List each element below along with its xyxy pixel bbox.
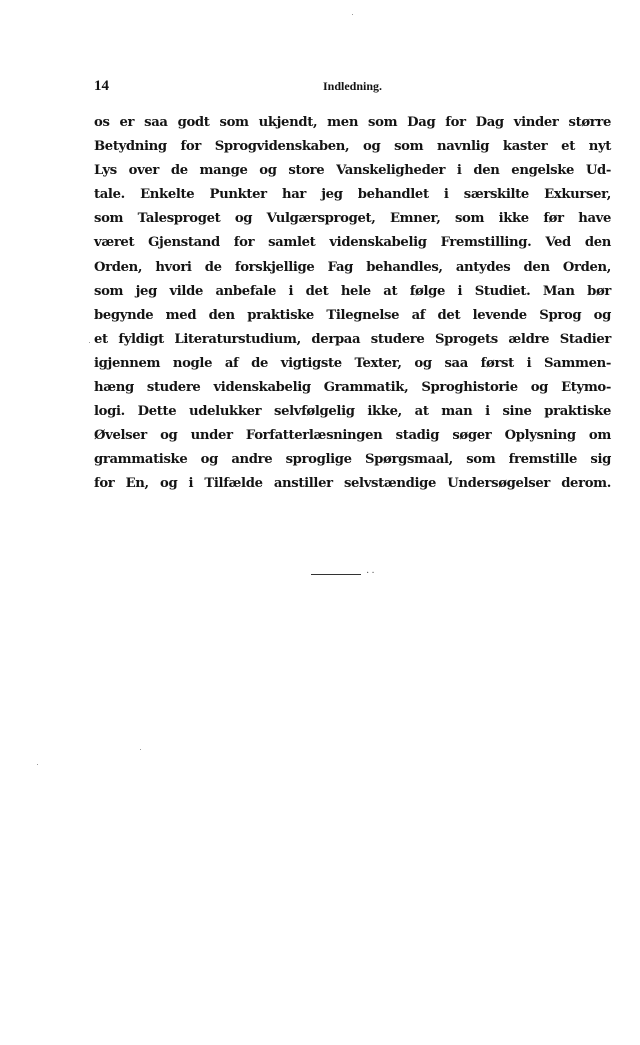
text-line: begynde med den praktiske Tilegnelse af det levende Sprog og — [94, 307, 611, 323]
paper-speck — [140, 749, 141, 750]
text-line: Lys over de mange og store Vanskeligheder i den engelske Ud- — [94, 163, 611, 179]
text-line: Øvelser og under Forfatterlæsningen stadig søger Oplysning om — [94, 428, 611, 444]
text-line: som jeg vilde anbefale i det hele at følge i Studiet. Man bør — [94, 283, 611, 299]
text-line: Betydning for Sprogvidenskaben, og som navnlig kaster et nyt — [94, 139, 611, 155]
text-line: et fyldigt Literaturstudium, derpaa studere Sprogets ældre Stadier — [94, 331, 611, 347]
paper-speck — [352, 14, 353, 15]
paper-speck — [37, 764, 38, 765]
running-title: Indledning. — [322, 79, 383, 93]
running-head — [94, 78, 611, 98]
section-end-rule — [311, 574, 361, 575]
text-line: tale. Enkelte Punkter har jeg behandlet i særskilte Exkurser, — [94, 187, 611, 203]
text-line: som Talesproget og Vulgærsproget, Emner, som ikke før have — [94, 211, 611, 227]
text-line-last: for En, og i Tilfælde anstiller selvstændige Undersøgelser derom. — [94, 476, 611, 492]
paper-speck — [89, 342, 90, 343]
text-line: logi. Dette udelukker selvfølgelig ikke, at man i sine praktiske — [94, 404, 611, 420]
body-paragraph — [94, 111, 611, 497]
text-line: grammatiske og andre sproglige Spørgsmaal, som fremstille sig — [94, 452, 611, 468]
text-line: os er saa godt som ukjendt, men som Dag for Dag vinder større — [94, 115, 611, 130]
page-number: 14 — [94, 78, 109, 94]
section-end-dots: ·· — [366, 568, 377, 579]
text-line: igjennem nogle af de vigtigste Texter, og saa først i Sammen- — [94, 355, 611, 371]
text-line: Orden, hvori de forskjellige Fag behandles, antydes den Orden, — [94, 259, 611, 275]
text-line: været Gjenstand for samlet videnskabelig Fremstilling. Ved den — [94, 235, 611, 251]
text-line: hæng studere videnskabelig Grammatik, Sproghistorie og Etymo- — [94, 380, 611, 396]
